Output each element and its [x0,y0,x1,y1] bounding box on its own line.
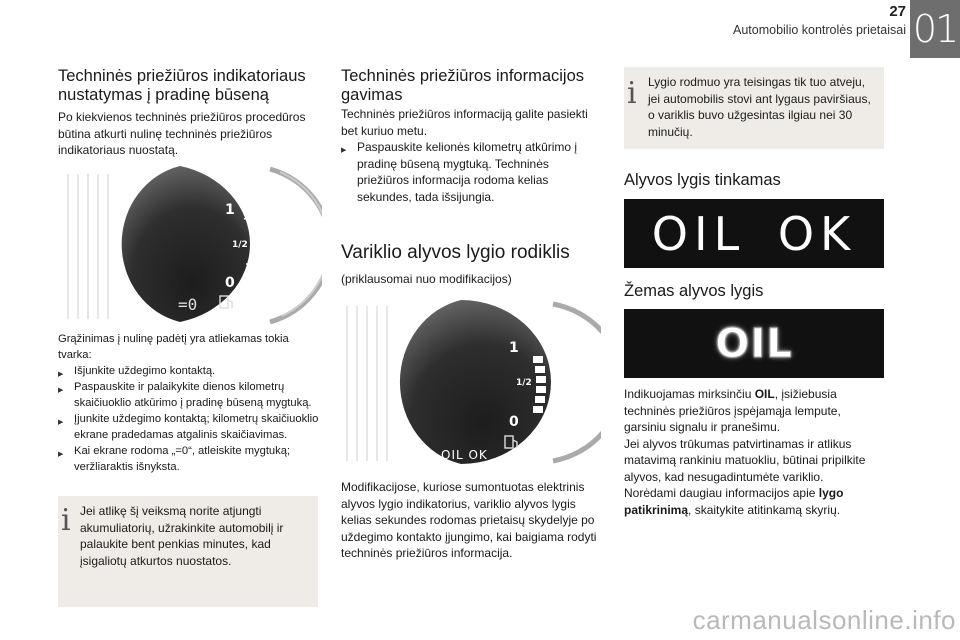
chapter-number: 01 [912,7,958,51]
maintenance-info-heading: Techninės priežiūros informacijos gavimas [341,67,585,104]
reset-steps-intro: Grąžinimas į nulinę padėtį yra atliekamas tokia tvarka: [58,333,289,361]
oil-ok-heading: Alyvos lygis tinkamas [624,171,781,189]
reset-steps-list [58,363,320,475]
gauge-decor-lines [347,306,387,461]
list-item: ▶ Išjunkite uždegimo kontaktą. [58,363,320,379]
oil-ok-panel-text: OIL OK [651,206,857,261]
list-item: ▶ Paspauskite ir palaikykite dienos kilometrų skaičiuoklio atkūrimo į pradinę būseną mygtuką. [58,379,320,411]
gauge-mark-half: 1/2 [516,378,532,388]
info-box-text: Jei atlikę šį veiksmą norite atjungti akumuliatorių, užrakinkite automobilį ir palaukite bent penkias minutes, kad įsigaliotų atkurtos nuostatos. [80,504,284,568]
info-box-battery [58,496,318,607]
gauge-display-text: =0 [178,295,198,314]
oil-low-description [624,386,886,518]
watermark: carmanualsonline.info [692,605,956,635]
info-box-level [624,67,884,149]
chapter-title: Automobilio kontrolės prietaisai [732,23,906,37]
maintenance-reset-heading: Techninės priežiūros indikatoriaus nustatymas į pradinę būseną [58,67,306,104]
page-number: 27 [889,3,906,20]
maintenance-reset-intro: Po kiekvienos techninės priežiūros procedūros būtina atkurti nulinę techninės priežiūros indikatoriaus nuostatą. [58,110,306,157]
info-box-text: Lygio rodmuo yra teisingas tik tuo atveju, jei automobilis stovi ant lygaus paviršiaus, o variklis buvo užgesintas ilgiau nei 30 minučių. [648,75,871,139]
list-item: ▶ Kai ekrane rodoma „=0“, atleiskite mygtuką; veržliaraktis išnyksta. [58,443,320,475]
gauge-mark-empty: 0 [509,414,519,430]
gauge-mark-full: 1 [225,202,235,218]
gauge-outer-arc-2 [280,172,322,316]
gauge-decor-lines [68,174,108,319]
oil-low-text-3: Norėdami daugiau informacijos apie lygo patikrinimą, skaitykite atitinkamą skyrių. [624,486,844,517]
maintenance-gauge-figure [60,164,322,324]
oil-low-panel-text: OIL [715,320,793,367]
oil-low-text-1: Indikuojamas mirksinčiu OIL, įsižiebusia techninės priežiūros įspėjamąja lempute, garsiniu signalu ir pranešimu. [624,387,841,434]
oil-gauge-svg [341,296,601,466]
gauge-mark-half: 1/2 [232,240,248,250]
gauge-outer-arc [270,169,322,322]
oil-level-subtitle: (priklausomai nuo modifikacijos) [341,272,512,286]
chapter-badge [910,0,960,58]
gauge-level-bars [250,226,263,283]
info-icon: i [61,503,71,538]
gauge-mark-empty: 0 [225,275,235,291]
oil-level-description: Modifikacijose, kuriose sumontuotas elektrinis alyvos lygio indikatorius, variklio alyvos lygis kelias sekundes rodomas prietaisų skydelyje po uždegimo kontakto įjungimo, kai baigiama rodyti techninės priežiūros informacija. [341,480,597,560]
list-item: ▶ Paspauskite kelionės kilometrų atkūrimo į pradinę būseną mygtuką. Techninės priežiūros informacija rodoma kelias sekundes, tada išsijungia. [341,139,599,205]
gauge-outer-arc [553,304,601,461]
oil-ok-panel [624,199,884,268]
maintenance-info-steps [341,139,599,205]
oil-gauge-figure [341,296,601,466]
maintenance-gauge-svg [60,164,322,324]
oil-low-heading: Žemas alyvos lygis [624,282,764,300]
gauge-mark-full: 1 [509,340,519,356]
list-item: ▶ Įjunkite uždegimo kontaktą; kilometrų skaičiuoklio ekrane pradedamas atgalinis skaičiavimas. [58,411,320,443]
oil-low-text-2: Jei alyvos trūkumas patvirtinamas ir atlikus matavimą rankiniu matuokliu, būtinai pripilkite alyvos, kad nesugadintumėte variklio. [624,436,866,484]
oil-level-heading: Variklio alyvos lygio rodiklis [341,242,570,263]
info-icon: i [627,76,637,111]
oil-low-panel [624,309,884,378]
maintenance-info-text: Techninės priežiūros informaciją galite pasiekti bet kuriuo metu. [341,107,588,138]
reset-steps-block [58,331,320,475]
oil-ok-display-text: OIL OK [441,448,488,462]
